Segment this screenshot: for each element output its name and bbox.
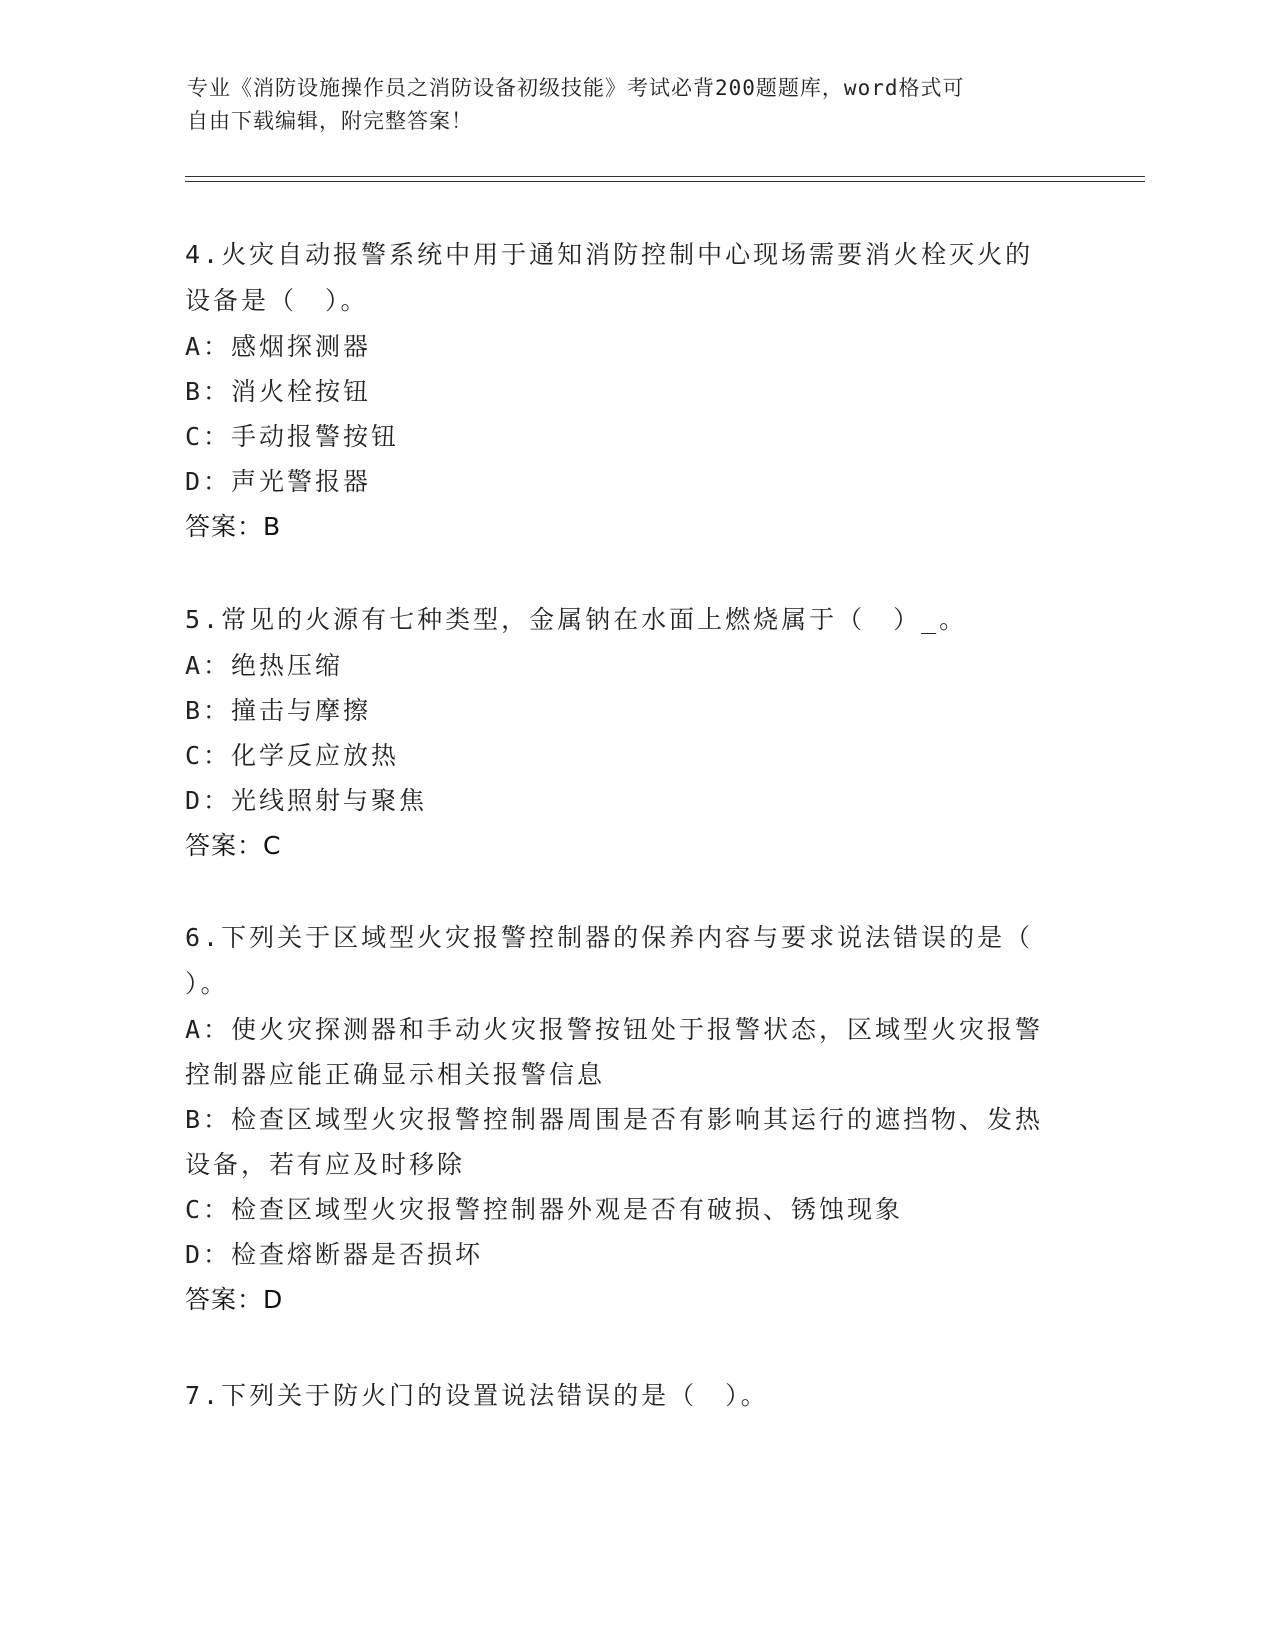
header-line: 专业《消防设施操作员之消防设备初级技能》考试必背200题题库，word格式可	[187, 76, 965, 100]
question-stem: 6.下列关于区域型火灾报警控制器的保养内容与要求说法错误的是（	[185, 923, 1034, 952]
option-c: C：化学反应放热	[185, 741, 400, 770]
option-b: B：消火栓按钮	[185, 377, 372, 406]
option-d: D：检查熔断器是否损坏	[185, 1240, 484, 1269]
answer: 答案：B	[185, 512, 282, 541]
question-stem: ）。	[185, 969, 229, 998]
header-divider	[185, 176, 1145, 177]
option-a: A：绝热压缩	[185, 651, 344, 680]
question-4	[185, 232, 1065, 550]
question-6	[185, 915, 1065, 1323]
answer: 答案：C	[185, 831, 282, 860]
header-divider	[185, 181, 1145, 182]
question-stem: 设备是（ ）。	[185, 286, 369, 315]
header-line: 自由下载编辑，附完整答案！	[187, 109, 473, 133]
option-d: D：声光警报器	[185, 467, 372, 496]
option-d: D：光线照射与聚焦	[185, 786, 428, 815]
answer: 答案：D	[185, 1285, 284, 1314]
question-7	[185, 1373, 1065, 1419]
option-a-cont: 控制器应能正确显示相关报警信息	[185, 1060, 606, 1089]
document-header	[187, 72, 1087, 138]
option-b: B：撞击与摩擦	[185, 696, 372, 725]
option-c: C：手动报警按钮	[185, 422, 400, 451]
question-stem: 7.下列关于防火门的设置说法错误的是（ ）。	[185, 1381, 769, 1410]
question-5	[185, 597, 1065, 869]
question-stem: 4.火灾自动报警系统中用于通知消防控制中心现场需要消火栓灭火的	[185, 240, 1034, 269]
question-stem: 5.常见的火源有七种类型，金属钠在水面上燃烧属于（ ）_。	[185, 605, 968, 634]
option-c: C：检查区域型火灾报警控制器外观是否有破损、锈蚀现象	[185, 1195, 904, 1224]
option-b-cont: 设备，若有应及时移除	[185, 1150, 466, 1179]
option-a: A：使火灾探测器和手动火灾报警按钮处于报警状态，区域型火灾报警	[185, 1015, 1044, 1044]
option-a: A：感烟探测器	[185, 332, 372, 361]
option-b: B：检查区域型火灾报警控制器周围是否有影响其运行的遮挡物、发热	[185, 1105, 1044, 1134]
